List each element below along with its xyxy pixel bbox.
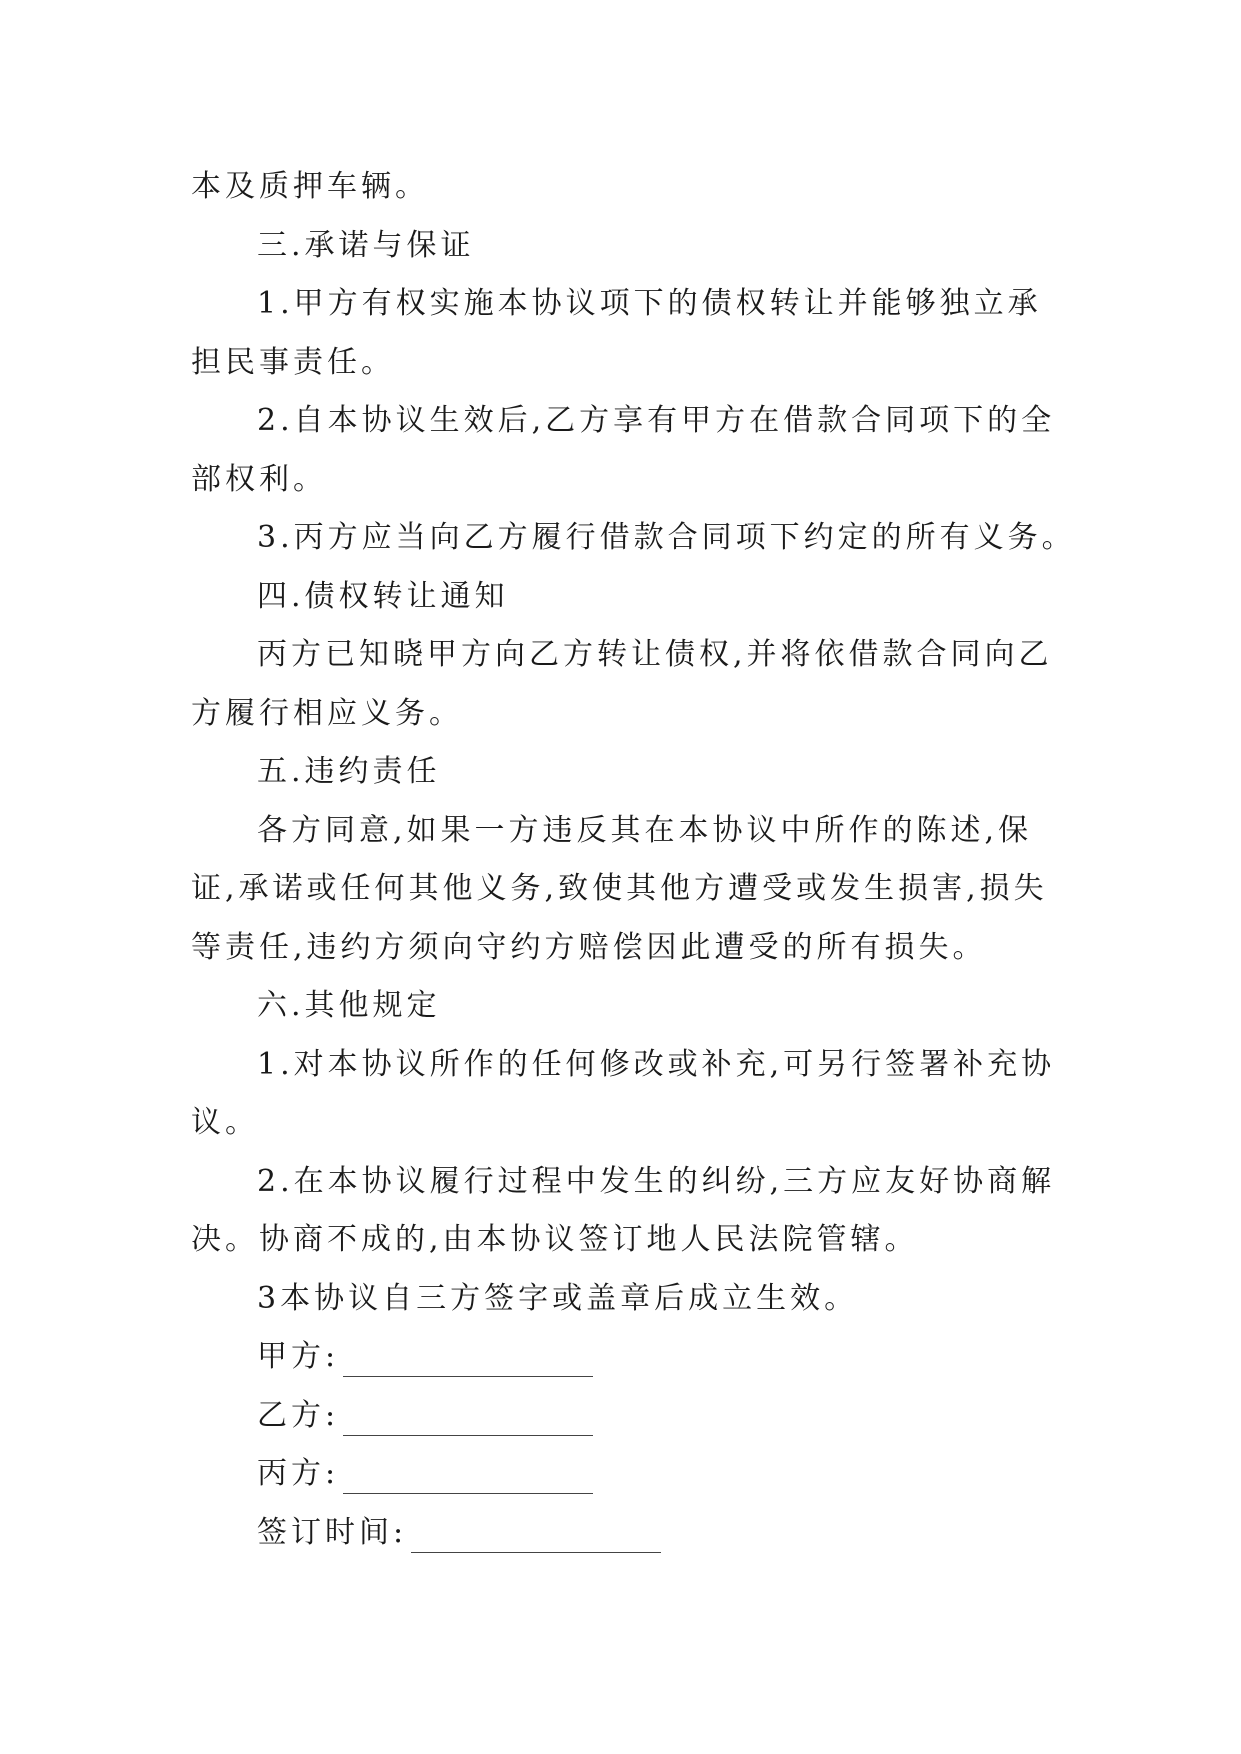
- body-line: 1.甲方有权实施本协议项下的债权转让并能够独立承: [257, 286, 1042, 321]
- document-body: [191, 158, 1076, 1562]
- body-line: 1.对本协议所作的任何修改或补充,可另行签署补充协: [257, 1046, 1056, 1082]
- signature-label: 甲方:: [257, 1339, 340, 1374]
- body-line: 证,承诺或任何其他义务,致使其他方遭受或发生损害,损失: [191, 871, 1048, 906]
- body-line: 议。: [191, 1105, 259, 1140]
- section-heading: 六.其他规定: [257, 988, 441, 1023]
- signature-party-b: [191, 1387, 1071, 1446]
- body-line: 各方同意,如果一方违反其在本协议中所作的陈述,保: [257, 812, 1033, 848]
- body-line: 3本协议自三方签字或盖章后成立生效。: [257, 1280, 859, 1316]
- section-heading: 四.债权转让通知: [257, 578, 509, 614]
- body-line: 丙方已知晓甲方向乙方转让债权,并将依借款合同向乙: [257, 637, 1053, 672]
- body-line: 3.丙方应当向乙方履行借款合同项下约定的所有义务。: [257, 520, 1076, 555]
- body-line: 方履行相应义务。: [191, 695, 463, 731]
- body-line: 部权利。: [191, 461, 327, 497]
- signature-label: 签订时间:: [257, 1514, 408, 1550]
- body-line: 2.在本协议履行过程中发生的纠纷,三方应友好协商解: [257, 1163, 1056, 1199]
- signature-party-c: [191, 1445, 1071, 1504]
- body-line: 2.自本协议生效后,乙方享有甲方在借款合同项下的全: [257, 403, 1056, 438]
- signature-blank-line[interactable]: [343, 1492, 593, 1494]
- signature-label: 丙方:: [257, 1456, 340, 1491]
- signature-party-a: [191, 1328, 1071, 1387]
- signature-blank-line[interactable]: [343, 1375, 593, 1377]
- body-line: 决。协商不成的,由本协议签订地人民法院管辖。: [191, 1222, 919, 1257]
- date-blank-line[interactable]: [411, 1551, 661, 1553]
- section-heading: 五.违约责任: [257, 754, 441, 789]
- body-line: 等责任,违约方须向守约方赔偿因此遭受的所有损失。: [191, 929, 987, 965]
- signature-date: [191, 1504, 1071, 1563]
- body-line: 本及质押车辆。: [191, 169, 429, 204]
- signature-label: 乙方:: [257, 1397, 340, 1433]
- signature-blank-line[interactable]: [343, 1434, 593, 1436]
- body-line: 担民事责任。: [191, 344, 395, 380]
- section-heading: 三.承诺与保证: [257, 227, 475, 263]
